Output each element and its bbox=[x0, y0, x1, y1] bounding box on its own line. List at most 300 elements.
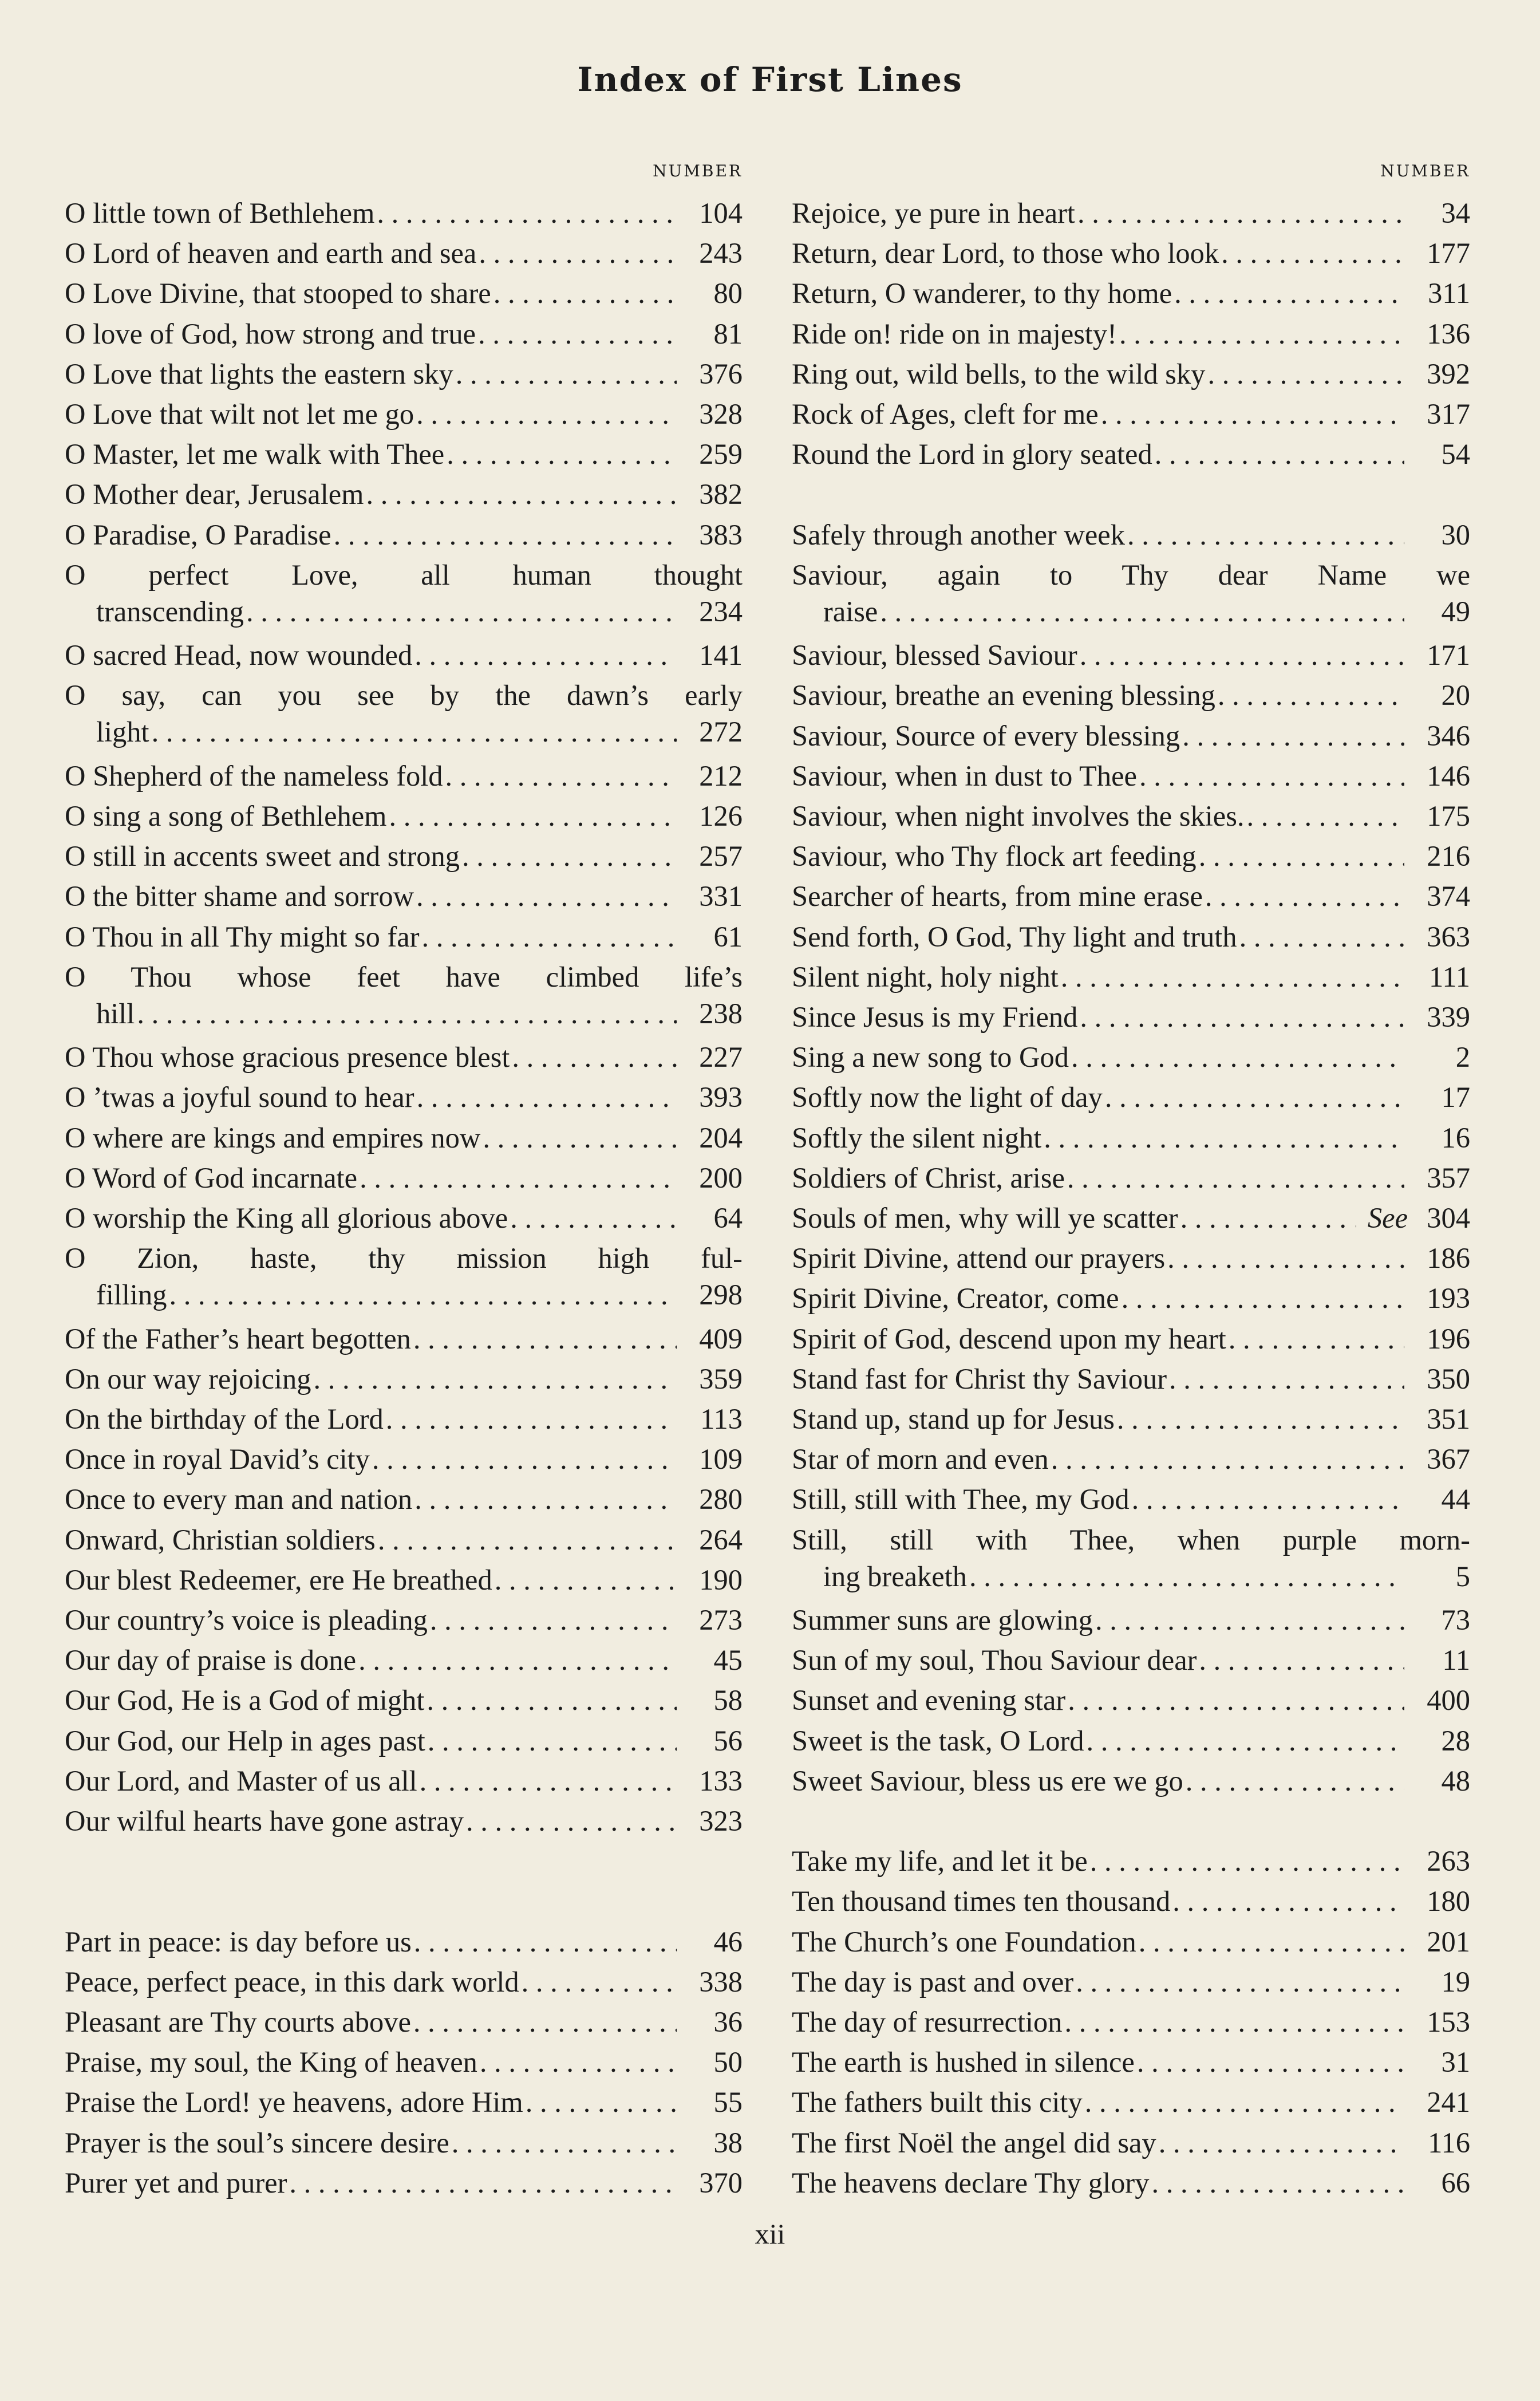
leader-dots bbox=[1205, 878, 1404, 914]
entry-row bbox=[65, 195, 743, 231]
leader-dots bbox=[1122, 1280, 1404, 1316]
index-entry bbox=[65, 637, 743, 673]
entry-text: Summer suns are glowing bbox=[792, 1604, 1093, 1636]
leader-dots bbox=[510, 1200, 677, 1236]
index-entry bbox=[65, 275, 743, 312]
entry-row bbox=[65, 235, 743, 271]
entry-text: Still, still with Thee, my God bbox=[792, 1483, 1130, 1516]
leader-dots bbox=[1087, 1722, 1404, 1759]
entry-text: Ride on! ride on in majesty! bbox=[792, 317, 1118, 350]
leader-dots bbox=[1077, 195, 1404, 231]
index-entry bbox=[65, 1642, 743, 1678]
hymn-number: 216 bbox=[1427, 840, 1470, 873]
entry-text: Take my life, and let it be bbox=[792, 1845, 1088, 1878]
index-entry bbox=[792, 235, 1470, 271]
index-entry bbox=[792, 2044, 1470, 2080]
index-entry bbox=[792, 1602, 1470, 1638]
entry-row bbox=[65, 1642, 743, 1678]
index-entry bbox=[65, 517, 743, 553]
index-entry bbox=[792, 2124, 1470, 2161]
leader-dots bbox=[1119, 316, 1404, 352]
entry-row bbox=[65, 275, 743, 312]
hymn-number: 272 bbox=[699, 716, 743, 748]
leader-dots bbox=[1105, 1079, 1404, 1115]
entry-row bbox=[792, 758, 1470, 794]
leader-dots bbox=[413, 2004, 677, 2040]
entry-text: Saviour, when night involves the skies. bbox=[792, 800, 1245, 832]
hymn-number: 34 bbox=[1441, 197, 1470, 229]
leader-dots bbox=[483, 1119, 677, 1156]
entry-continuation-row bbox=[65, 713, 743, 750]
index-entry bbox=[65, 1964, 743, 2000]
leader-dots bbox=[1186, 1763, 1404, 1799]
entry-row bbox=[65, 1200, 743, 1236]
leader-dots bbox=[1139, 758, 1404, 794]
hymn-number: 186 bbox=[1427, 1242, 1470, 1275]
entry-row bbox=[65, 1682, 743, 1718]
leader-dots bbox=[1085, 2084, 1404, 2120]
hymn-number: 133 bbox=[699, 1764, 743, 1797]
index-entry bbox=[65, 1562, 743, 1598]
entry-text: Saviour, when in dust to Thee bbox=[792, 759, 1137, 792]
entry-row bbox=[792, 1200, 1470, 1236]
entry-text-continuation: raise bbox=[823, 595, 878, 628]
hymn-number: 54 bbox=[1441, 438, 1470, 471]
entry-text: O perfect Love, all human thought bbox=[65, 558, 743, 591]
index-entry bbox=[792, 1240, 1470, 1276]
entry-row bbox=[792, 798, 1470, 834]
index-entry bbox=[65, 436, 743, 472]
index-entry bbox=[65, 1722, 743, 1759]
entry-text: Spirit Divine, attend our prayers bbox=[792, 1242, 1166, 1275]
index-entry bbox=[792, 557, 1470, 628]
leader-dots bbox=[289, 2165, 677, 2201]
entry-text: Stand up, stand up for Jesus bbox=[792, 1403, 1115, 1435]
entry-text: Once to every man and nation bbox=[65, 1483, 413, 1516]
entry-text: Of the Father’s heart begotten bbox=[65, 1322, 411, 1355]
entry-row bbox=[792, 1682, 1470, 1718]
hymn-number: 30 bbox=[1441, 518, 1470, 551]
hymn-number: 104 bbox=[699, 197, 743, 229]
hymn-number: 50 bbox=[713, 2046, 743, 2079]
index-entry bbox=[792, 1883, 1470, 1919]
entry-text: Soldiers of Christ, arise bbox=[792, 1161, 1065, 1194]
leader-dots bbox=[1246, 798, 1404, 834]
entry-text: Silent night, holy night bbox=[792, 960, 1059, 993]
entry-text: O the bitter shame and sorrow bbox=[65, 880, 414, 913]
entry-text: O where are kings and empires now bbox=[65, 1121, 481, 1154]
entry-text: Spirit Divine, Creator, come bbox=[792, 1282, 1119, 1315]
entry-text: Stand fast for Christ thy Saviour bbox=[792, 1362, 1167, 1395]
hymn-number: 5 bbox=[1455, 1560, 1470, 1592]
entry-text: Saviour, blessed Saviour bbox=[792, 639, 1077, 672]
entry-text: On the birthday of the Lord bbox=[65, 1403, 384, 1435]
hymn-number: 2 bbox=[1455, 1041, 1470, 1074]
entry-row bbox=[65, 517, 743, 553]
hymn-number: 234 bbox=[699, 595, 743, 628]
entry-row bbox=[65, 798, 743, 834]
index-entry bbox=[792, 1642, 1470, 1678]
entry-row bbox=[65, 1160, 743, 1196]
index-entry bbox=[792, 1200, 1470, 1236]
index-entry bbox=[792, 1160, 1470, 1196]
index-entry bbox=[65, 396, 743, 432]
index-entry bbox=[792, 275, 1470, 312]
right-column-header: NUMBER bbox=[1380, 161, 1470, 180]
hymn-number: 56 bbox=[713, 1724, 743, 1757]
leader-dots bbox=[386, 1401, 677, 1437]
index-entry bbox=[65, 1079, 743, 1115]
leader-dots bbox=[512, 1039, 677, 1075]
entry-text: O sacred Head, now wounded bbox=[65, 639, 413, 672]
leader-dots bbox=[452, 2124, 677, 2161]
hymn-number: 126 bbox=[699, 800, 743, 832]
hymn-number: 201 bbox=[1427, 1925, 1470, 1958]
hymn-number: 38 bbox=[713, 2126, 743, 2159]
entry-continuation-row bbox=[65, 1276, 743, 1313]
hymn-number: 273 bbox=[699, 1604, 743, 1636]
index-entry bbox=[65, 1803, 743, 1839]
leader-dots bbox=[1132, 1481, 1404, 1517]
entry-text: Ring out, wild bells, to the wild sky bbox=[792, 357, 1206, 390]
entry-text: O Love that lights the eastern sky bbox=[65, 357, 453, 390]
hymn-number: 180 bbox=[1427, 1885, 1470, 1918]
entry-row bbox=[792, 1039, 1470, 1075]
hymn-number: 383 bbox=[699, 518, 743, 551]
entry-row bbox=[65, 1361, 743, 1397]
leader-dots bbox=[389, 798, 677, 834]
entry-text: O worship the King all glorious above bbox=[65, 1202, 508, 1234]
entry-text: O Zion, haste, thy mission high ful- bbox=[65, 1242, 743, 1275]
hymn-number: 81 bbox=[713, 317, 743, 350]
hymn-number: 141 bbox=[699, 639, 743, 672]
leader-dots bbox=[1076, 1964, 1404, 2000]
entry-row bbox=[792, 878, 1470, 914]
index-entry bbox=[65, 1481, 743, 1517]
entry-row bbox=[792, 1722, 1470, 1759]
index-entry bbox=[792, 1320, 1470, 1357]
index-entry bbox=[65, 2124, 743, 2161]
leader-dots bbox=[1137, 2044, 1404, 2080]
leader-dots bbox=[1095, 1602, 1404, 1638]
hymn-number: 392 bbox=[1427, 357, 1470, 390]
entry-row bbox=[792, 959, 1470, 995]
entry-text: Searcher of hearts, from mine erase bbox=[792, 880, 1203, 913]
leader-dots bbox=[377, 195, 677, 231]
entry-text: Purer yet and purer bbox=[65, 2166, 287, 2199]
hymn-number: 374 bbox=[1427, 880, 1470, 913]
hymn-number: 338 bbox=[699, 1965, 743, 1998]
entry-text: O sing a song of Bethlehem bbox=[65, 800, 387, 832]
hymn-number: 317 bbox=[1427, 398, 1470, 430]
entry-text: Sun of my soul, Thou Saviour dear bbox=[792, 1644, 1197, 1677]
index-entry bbox=[792, 1521, 1470, 1592]
entry-row bbox=[792, 316, 1470, 352]
index-entry bbox=[792, 436, 1470, 472]
index-entry bbox=[792, 396, 1470, 432]
entry-row bbox=[65, 2124, 743, 2161]
entry-text: Softly the silent night bbox=[792, 1121, 1042, 1154]
entry-text: Send forth, O God, Thy light and truth bbox=[792, 920, 1237, 953]
entry-text: O Mother dear, Jerusalem bbox=[65, 478, 364, 511]
hymn-number: 200 bbox=[699, 1161, 743, 1194]
index-entry bbox=[792, 1923, 1470, 1960]
entry-row bbox=[65, 1401, 743, 1437]
entry-text: Saviour, breathe an evening blessing bbox=[792, 679, 1215, 712]
hymn-number: 204 bbox=[699, 1121, 743, 1154]
entry-text: Rock of Ages, cleft for me bbox=[792, 398, 1099, 430]
entry-text: O Love Divine, that stooped to share bbox=[65, 277, 491, 310]
entry-row bbox=[65, 1441, 743, 1477]
index-entry bbox=[65, 1763, 743, 1799]
leader-dots bbox=[1068, 1682, 1404, 1718]
entry-text: O Thou whose gracious presence blest bbox=[65, 1041, 510, 1074]
index-entry bbox=[65, 677, 743, 748]
index-entry bbox=[792, 1722, 1470, 1759]
index-entry bbox=[65, 1602, 743, 1638]
index-entry bbox=[792, 517, 1470, 553]
entry-row bbox=[65, 1119, 743, 1156]
hymn-number: 331 bbox=[699, 880, 743, 913]
index-entry bbox=[792, 1401, 1470, 1437]
hymn-number: 280 bbox=[699, 1483, 743, 1516]
entry-row bbox=[65, 1763, 743, 1799]
leader-dots bbox=[422, 918, 677, 955]
leader-dots bbox=[447, 436, 677, 472]
hymn-number: 346 bbox=[1427, 719, 1470, 752]
entry-row bbox=[65, 838, 743, 874]
entry-text: O Thou whose feet have climbed life’s bbox=[65, 960, 743, 993]
hymn-number: 264 bbox=[699, 1523, 743, 1556]
hymn-number: 259 bbox=[699, 438, 743, 471]
index-entry bbox=[65, 1320, 743, 1357]
hymn-number: 350 bbox=[1427, 1362, 1470, 1395]
index-entry bbox=[65, 2044, 743, 2080]
entry-text: Spirit of God, descend upon my heart bbox=[792, 1322, 1226, 1355]
entry-continuation-row bbox=[792, 1558, 1470, 1595]
index-entry bbox=[65, 1039, 743, 1075]
entry-text: O Thou in all Thy might so far bbox=[65, 920, 420, 953]
entry-text: O Lord of heaven and earth and sea bbox=[65, 237, 477, 270]
entry-text-continuation: transcending bbox=[96, 595, 244, 628]
leader-dots bbox=[1139, 1923, 1404, 1960]
index-entry bbox=[792, 1481, 1470, 1517]
entry-text: The Church’s one Foundation bbox=[792, 1925, 1136, 1958]
leader-dots bbox=[480, 2044, 677, 2080]
index-entry bbox=[65, 1401, 743, 1437]
index-entry bbox=[65, 1361, 743, 1397]
leader-dots bbox=[1221, 235, 1404, 271]
entry-text: O Paradise, O Paradise bbox=[65, 518, 331, 551]
leader-dots bbox=[427, 1682, 677, 1718]
entry-text: Our God, our Help in ages past bbox=[65, 1724, 425, 1757]
index-entry bbox=[792, 1441, 1470, 1477]
hymn-number: 263 bbox=[1427, 1845, 1470, 1878]
index-entry bbox=[792, 2004, 1470, 2040]
index-entry bbox=[65, 557, 743, 628]
entry-row bbox=[65, 1079, 743, 1115]
hymn-number: 376 bbox=[699, 357, 743, 390]
entry-text: Softly now the light of day bbox=[792, 1081, 1103, 1114]
index-entry bbox=[65, 1923, 743, 1960]
hymn-number: 193 bbox=[1427, 1282, 1470, 1315]
leader-dots bbox=[366, 476, 677, 512]
entry-text: O still in accents sweet and strong bbox=[65, 840, 460, 873]
entry-row bbox=[792, 1280, 1470, 1316]
leader-dots bbox=[1067, 1160, 1404, 1196]
hymn-number: 238 bbox=[699, 997, 743, 1030]
entry-text: Star of morn and even bbox=[792, 1443, 1049, 1476]
entry-row bbox=[65, 2004, 743, 2040]
entry-row bbox=[792, 436, 1470, 472]
leader-dots bbox=[1172, 1883, 1404, 1919]
index-entry bbox=[792, 2165, 1470, 2201]
entry-row bbox=[792, 918, 1470, 955]
leader-dots bbox=[1044, 1119, 1404, 1156]
entry-text: Return, O wanderer, to thy home bbox=[792, 277, 1172, 310]
leader-dots bbox=[1199, 1642, 1404, 1678]
index-entry bbox=[65, 838, 743, 874]
hymn-number: 298 bbox=[699, 1279, 743, 1311]
index-entry bbox=[65, 1521, 743, 1558]
index-entry bbox=[792, 717, 1470, 754]
entry-row bbox=[792, 1441, 1470, 1477]
entry-row bbox=[792, 396, 1470, 432]
entry-row bbox=[792, 517, 1470, 553]
leader-dots bbox=[1065, 2004, 1404, 2040]
entry-row bbox=[792, 275, 1470, 312]
hymn-number: 111 bbox=[1428, 960, 1470, 993]
entry-row bbox=[65, 637, 743, 673]
index-entry bbox=[792, 758, 1470, 794]
leader-dots bbox=[445, 758, 677, 794]
hymn-number: 64 bbox=[713, 1202, 743, 1234]
index-entry bbox=[65, 235, 743, 271]
hymn-number: 177 bbox=[1427, 237, 1470, 270]
entry-text: The heavens declare Thy glory bbox=[792, 2166, 1150, 2199]
leader-dots bbox=[1061, 959, 1404, 995]
leader-dots bbox=[152, 713, 677, 750]
entry-row bbox=[65, 356, 743, 392]
hymn-number: 359 bbox=[699, 1362, 743, 1395]
hymn-number: 66 bbox=[1441, 2166, 1470, 2199]
index-entry bbox=[792, 959, 1470, 995]
hymn-number: 46 bbox=[713, 1925, 743, 1958]
hymn-number: 80 bbox=[713, 277, 743, 310]
index-entry bbox=[65, 1441, 743, 1477]
entry-text: Ten thousand times ten thousand bbox=[792, 1885, 1171, 1918]
entry-text: O Master, let me walk with Thee bbox=[65, 438, 445, 471]
hymn-number: 44 bbox=[1441, 1483, 1470, 1516]
entry-continuation-row bbox=[65, 995, 743, 1032]
leader-dots bbox=[493, 275, 677, 312]
leader-dots bbox=[169, 1276, 677, 1313]
entry-text: Part in peace: is day before us bbox=[65, 1925, 412, 1958]
entry-row bbox=[792, 1883, 1470, 1919]
index-entry bbox=[792, 2084, 1470, 2120]
index-entry bbox=[792, 1682, 1470, 1718]
entry-row bbox=[792, 999, 1470, 1035]
index-entry bbox=[65, 758, 743, 794]
entry-row bbox=[65, 878, 743, 914]
entry-text: Souls of men, why will ye scatter bbox=[792, 1202, 1178, 1234]
leader-dots bbox=[420, 1763, 677, 1799]
leader-dots bbox=[1117, 1401, 1404, 1437]
entry-text: Sunset and evening star bbox=[792, 1684, 1066, 1717]
entry-text: Our Lord, and Master of us all bbox=[65, 1764, 417, 1797]
index-entry bbox=[792, 356, 1470, 392]
entry-text: O say, can you see by the dawn’s early bbox=[65, 679, 743, 712]
entry-row bbox=[65, 1481, 743, 1517]
hymn-number: 31 bbox=[1441, 2046, 1470, 2079]
entry-text: The fathers built this city bbox=[792, 2086, 1083, 2119]
entry-row bbox=[65, 1521, 743, 1558]
entry-row bbox=[65, 1923, 743, 1960]
leader-dots bbox=[462, 838, 677, 874]
index-entry bbox=[792, 798, 1470, 834]
index-entry bbox=[65, 2165, 743, 2201]
leader-dots bbox=[1127, 517, 1404, 553]
leader-dots bbox=[414, 1481, 677, 1517]
leader-dots bbox=[1101, 396, 1404, 432]
leader-dots bbox=[372, 1441, 677, 1477]
index-entry bbox=[792, 195, 1470, 231]
index-entry bbox=[65, 195, 743, 231]
hymn-number: 370 bbox=[699, 2166, 743, 2199]
leader-dots bbox=[360, 1160, 677, 1196]
entry-row bbox=[792, 1602, 1470, 1638]
entry-text-continuation: light bbox=[96, 716, 149, 748]
leader-dots bbox=[1090, 1843, 1404, 1879]
hymn-number: 311 bbox=[1428, 277, 1470, 310]
entry-row bbox=[65, 2165, 743, 2201]
entry-row bbox=[792, 717, 1470, 754]
hymn-number: 212 bbox=[699, 759, 743, 792]
index-entry bbox=[792, 316, 1470, 352]
entry-row bbox=[792, 1401, 1470, 1437]
entry-text: Since Jesus is my Friend bbox=[792, 1001, 1078, 1033]
hymn-number: 382 bbox=[699, 478, 743, 511]
hymn-number: 363 bbox=[1427, 920, 1470, 953]
entry-row bbox=[65, 2084, 743, 2120]
entry-row bbox=[65, 1039, 743, 1075]
entry-row bbox=[792, 1843, 1470, 1879]
index-entry bbox=[792, 1964, 1470, 2000]
index-entry bbox=[792, 1843, 1470, 1879]
page-number: xii bbox=[755, 2218, 785, 2250]
entry-row bbox=[792, 2004, 1470, 2040]
entry-row bbox=[792, 1240, 1470, 1276]
leader-dots bbox=[1151, 2165, 1404, 2201]
leader-dots bbox=[1169, 1361, 1404, 1397]
leader-dots bbox=[969, 1558, 1404, 1595]
hymn-number: 190 bbox=[699, 1563, 743, 1596]
entry-text: O Love that wilt not let me go bbox=[65, 398, 414, 430]
entry-row bbox=[65, 1320, 743, 1357]
entry-row bbox=[792, 2044, 1470, 2080]
entry-row bbox=[792, 1923, 1470, 1960]
index-entry bbox=[792, 1361, 1470, 1397]
hymn-number: 49 bbox=[1441, 595, 1470, 628]
index-entry bbox=[65, 2004, 743, 2040]
index-entry bbox=[65, 918, 743, 955]
entry-text-continuation: ing breaketh bbox=[823, 1560, 967, 1592]
leader-dots bbox=[137, 995, 677, 1032]
leader-dots bbox=[1174, 275, 1404, 312]
entry-text: Safely through another week bbox=[792, 518, 1125, 551]
leader-dots bbox=[456, 356, 677, 392]
leader-dots bbox=[416, 878, 677, 914]
